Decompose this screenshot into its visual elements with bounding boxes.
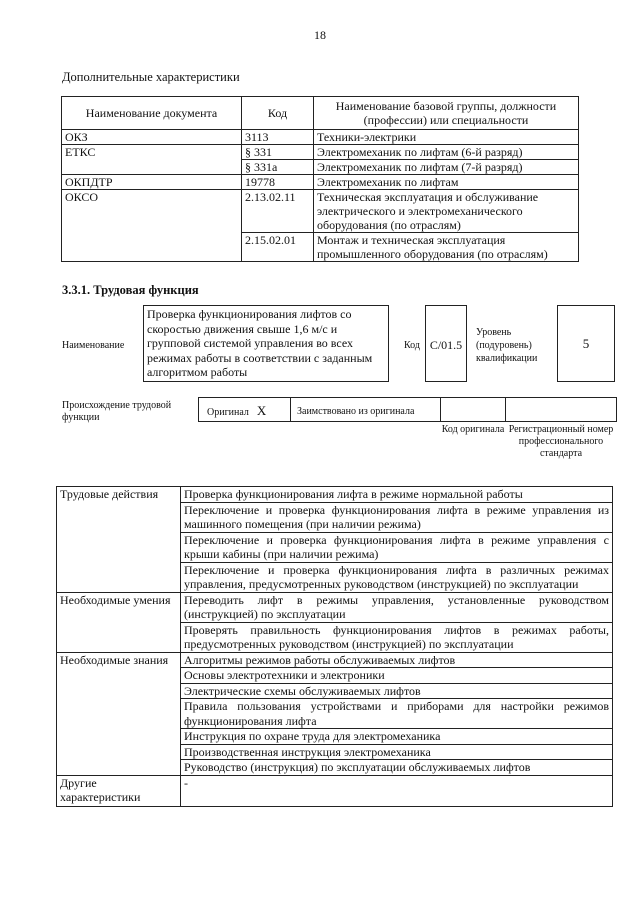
row-code: 2.15.02.01 [242,233,314,262]
original-cell [198,397,291,422]
row-name: Техническая эксплуатация и обслуживание электрического и электромеханического оборудования (по отраслям) [314,190,579,233]
original-label: Оригинал [207,407,249,418]
level-box [557,305,615,382]
reg-caption: Регистрационный номер профессионального стандарта [508,424,614,459]
row-code: § 331а [242,160,314,175]
row-name: Электромеханик по лифтам (6-й разряд) [314,145,579,160]
group-label: Другие характеристики [57,775,181,806]
header-group: Наименование базовой группы, должности (профессии) или специальности [314,97,579,130]
list-item: - [181,775,613,806]
group-label: Необходимые знания [57,652,181,775]
row-doc: ОКЗ [62,130,242,145]
row-doc: ЕТКС [62,145,242,175]
list-item: Переключение и проверка функционирования лифта в режиме управления с крыши кабины (при наличии режима) [181,532,613,562]
list-item: Правила пользования устройствами и приборами для настройки режимов функционирования лифта [181,699,613,729]
list-item: Электрические схемы обслуживаемых лифтов [181,683,613,699]
list-item: Алгоритмы режимов работы обслуживаемых лифтов [181,652,613,668]
table-row [57,652,613,668]
row-code: 3113 [242,130,314,145]
classification-table [61,96,579,262]
row-code: 2.13.02.11 [242,190,314,233]
group-label: Необходимые умения [57,592,181,652]
list-item: Инструкция по охране труда для электромеханика [181,729,613,745]
function-code-box [425,305,467,382]
origin-label: Происхождение трудовой функции [62,400,172,423]
borrowed-cell [290,397,441,422]
list-item: Основы электротехники и электроники [181,668,613,684]
table-row [62,190,579,233]
function-heading: 3.3.1. Трудовая функция [62,283,199,297]
original-mark: X [256,403,267,418]
table-row [57,487,613,503]
header-doc: Наименование документа [62,97,242,130]
list-item: Производственная инструкция электромеханика [181,744,613,760]
code-caption: Код оригинала [441,424,505,435]
level-label: Уровень (подуровень) квалификации [476,327,538,364]
page-number: 18 [314,28,326,42]
header-code: Код [242,97,314,130]
row-name: Электромеханик по лифтам [314,175,579,190]
table-row [57,592,613,622]
function-code-value: С/01.5 [429,338,463,352]
group-label: Трудовые действия [57,487,181,593]
row-code: § 331 [242,145,314,160]
row-name: Монтаж и техническая эксплуатация промышленного оборудования (по отраслям) [314,233,579,262]
code-label: Код [404,340,420,351]
list-item: Переключение и проверка функционирования лифта в режиме управления из машинного помещения (при наличии режима) [181,502,613,532]
row-doc: ОКСО [62,190,242,262]
table-row [57,775,613,806]
borrowed-label: Заимствовано из оригинала [297,406,415,417]
function-details-table [56,486,613,807]
name-label: Наименование [62,340,125,351]
original-code-cell [440,397,506,422]
row-doc: ОКПДТР [62,175,242,190]
list-item: Переключение и проверка функционирования лифта в различных режимах управления, предусмотренных руководством (инструкцией) по эксплуатации [181,562,613,592]
table-row [62,175,579,190]
registration-number-cell [505,397,617,422]
table-row [62,145,579,160]
list-item: Руководство (инструкция) по эксплуатации обслуживаемых лифтов [181,760,613,776]
level-value: 5 [582,336,590,351]
function-name-value: Проверка функционирования лифтов со скоростью движения свыше 1,6 м/с и групповой системой управления во всех режимах работы в соответствии с заданным алгоритмом работы [147,307,373,380]
section-title: Дополнительные характеристики [62,70,240,84]
row-name: Электромеханик по лифтам (7-й разряд) [314,160,579,175]
table-header-row [62,97,579,130]
list-item: Проверка функционирования лифта в режиме нормальной работы [181,487,613,503]
list-item: Переводить лифт в режимы управления, установленные руководством (инструкцией) по эксплуатации [181,592,613,622]
row-code: 19778 [242,175,314,190]
list-item: Проверять правильность функционирования лифтов в режимах работы, предусмотренных руководством (инструкцией) по эксплуатации [181,622,613,652]
function-name-box [143,305,389,382]
row-name: Техники-электрики [314,130,579,145]
table-row [62,130,579,145]
